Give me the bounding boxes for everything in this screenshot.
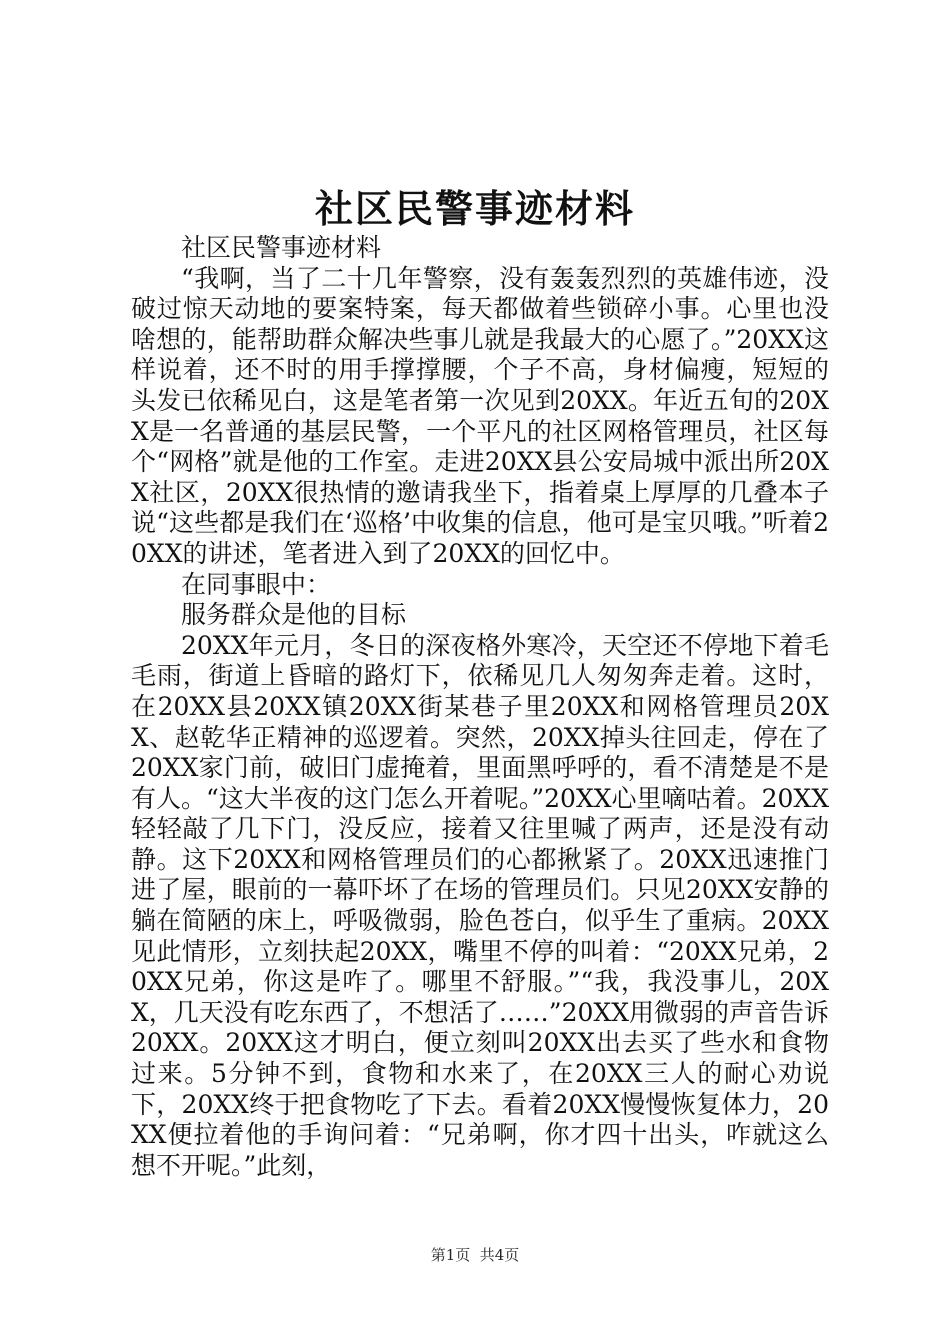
page-footer [0, 1245, 950, 1265]
page-number: 第1页 共4页 [430, 1246, 520, 1264]
intro-paragraph: “我啊，当了二十几年警察，没有轰轰烈烈的英雄伟迹，没破过惊天动地的要案特案，每天都做着些锁碎小事。心里也没啥想的，能帮助群众解决些事儿就是我最大的心愿了。”20XX这样说着，还不时的用手撑撑腰，个子不高，身材偏瘦，短短的头发已依稀见白，这是笔者第一次见到20XX。年近五旬的20XX是一名普通的基层民警，一个平凡的社区网格管理员，社区每个“网格”就是他的工作室。走进20XX县公安局城中派出所20XX社区，20XX很热情的邀请我坐下，指着桌上厚厚的几叠本子说“这些都是我们在‘巡格’中收集的信息，他可是宝贝哦。”听着20XX的讲述，笔者进入到了20XX的回忆中。 [131, 263, 829, 568]
subtitle-paragraph: 社区民警事迹材料 [181, 233, 382, 262]
section-heading: 在同事眼中： [181, 569, 332, 599]
story-paragraph: 20XX年元月，冬日的深夜格外寒冷，天空还不停地下着毛毛雨，街道上昏暗的路灯下，依稀见几人匆匆奔走着。这时，在20XX县20XX镇20XX街某巷子里20XX和网格管理员20XX、赵乾华正精神的巡逻着。突然，20XX掉头往回走，停在了20XX家门前，破旧门虚掩着，里面黑呼呼的，看不清楚是不是有人。“这大半夜的这门怎么开着呢。”20XX心里嘀咕着。20XX轻轻敲了几下门，没反应，接着又往里喊了两声，还是没有动静。这下20XX和网格管理员们的心都揪紧了。20XX迅速推门进了屋，眼前的一幕吓坏了在场的管理员们。只见20XX安静的躺在简陋的床上，呼吸微弱，脸色苍白，似乎生了重病。20XX见此情形，立刻扶起20XX，嘴里不停的叫着：“20XX兄弟，20XX兄弟，你这是咋了。哪里不舒服。”“我，我没事儿，20XX，几天没有吃东西了，不想活了……”20XX用微弱的声音告诉20XX。20XX这才明白，便立刻叫20XX出去买了些水和食物过来。5分钟不到，食物和水来了，在20XX三人的耐心劝说下，20XX终于把食物吃了下去。看着20XX慢慢恢复体力，20XX便拉着他的手询问着：“兄弟啊，你才四十出头，咋就这么想不开呢。”此刻， [131, 630, 829, 1180]
section-subheading: 服务群众是他的目标 [181, 600, 407, 630]
document-title: 社区民警事迹材料 [314, 186, 635, 231]
document-body [131, 233, 829, 1181]
